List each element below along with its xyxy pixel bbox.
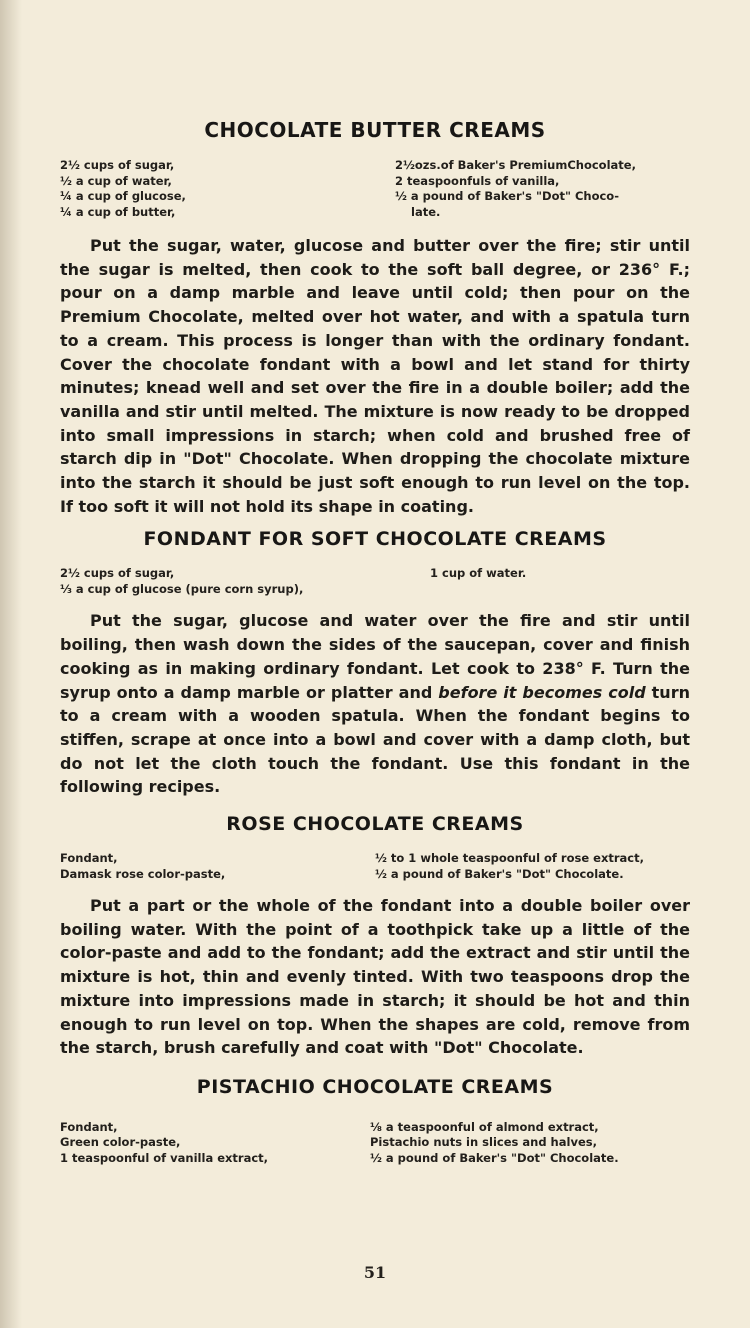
ingredients-chocolate-butter-creams <box>60 158 690 220</box>
instructions-chocolate-butter-creams: Put the sugar, water, glucose and butter over the fire; stir until the sugar is melted, then cook to the soft ball degree, or 236° F.; pour on a damp marble and leave until cold; then pour on the Premium Chocolate, melted over hot water, and with a spatula turn to a cream. This process is longer than with the ordinary fondant. Cover the chocolate fondant with a bowl and let stand for thirty minutes; knead well and set over the fire in a double boiler; add the vanilla and stir until melted. The mixture is now ready to be dropped into small impressions in starch; when cold and brushed free of starch dip in "Dot" Chocolate. When dropping the chocolate mixture into the starch it should be just soft enough to run level on the top. If too soft it will not hold its shape in coating. <box>60 236 690 516</box>
instructions-italic-text: before it becomes cold <box>438 682 646 702</box>
ingredient-line: ⅛ a teaspoonful of almond extract, <box>370 1119 599 1134</box>
ingredients-pistachio-chocolate-creams <box>60 1120 690 1167</box>
ingredients-left-column <box>60 851 225 882</box>
ingredients-left-column <box>60 1120 268 1167</box>
ingredient-line: late. <box>395 204 441 219</box>
ingredient-line: ⅓ a cup of glucose (pure corn syrup), <box>60 581 304 596</box>
ingredients-fondant-soft-chocolate-creams <box>60 566 690 597</box>
ingredient-line: Fondant, <box>60 1119 118 1134</box>
ingredient-line: 2 teaspoonfuls of vanilla, <box>395 173 560 188</box>
page-edge-shadow <box>0 0 22 1328</box>
ingredients-right-column <box>430 566 690 597</box>
instructions-fondant-soft-chocolate-creams <box>60 609 690 799</box>
ingredient-line: ½ to 1 whole teaspoonful of rose extract, <box>375 851 644 866</box>
ingredient-line: Pistachio nuts in slices and halves, <box>370 1135 597 1150</box>
ingredient-line: 1 cup of water. <box>430 566 527 581</box>
ingredient-line: ½ a cup of water, <box>60 173 172 188</box>
ingredient-line: Damask rose color-paste, <box>60 866 226 881</box>
instructions-text: turn to a cream with a wooden spatula. When the fondant begins to stiffen, scrape at once into a bowl and cover with a damp cloth, but do not let the cloth touch the fondant. Use this fondant in the following recipes. <box>60 682 690 797</box>
section-title-pistachio-chocolate-creams: PISTACHIO CHOCOLATE CREAMS <box>196 1075 554 1098</box>
ingredient-line: ½ a pound of Baker's "Dot" Choco- <box>395 189 619 203</box>
ingredient-line: 2½ozs.of Baker's PremiumChocolate, <box>395 158 636 172</box>
ingredient-line: ½ a pound of Baker's "Dot" Chocolate. <box>370 1150 619 1165</box>
ingredient-line: ½ a pound of Baker's "Dot" Chocolate. <box>375 866 624 881</box>
ingredients-right-column <box>395 158 690 220</box>
ingredient-line: Fondant, <box>60 851 118 866</box>
ingredients-right-column <box>370 1120 690 1167</box>
ingredients-right-column <box>375 851 690 882</box>
page-content <box>60 118 690 1166</box>
ingredient-line: 2½ cups of sugar, <box>60 158 175 172</box>
ingredients-left-column <box>60 566 303 597</box>
ingredient-line: ¼ a cup of butter, <box>60 204 176 219</box>
ingredient-line: 2½ cups of sugar, <box>60 566 175 581</box>
ingredients-left-column <box>60 158 186 220</box>
instructions-text: Put the sugar, glucose and water over the fire and stir until boiling, then wash down the sides of the saucepan, cover and finish cooking as in making ordinary fondant. Let cook to 238° F. Turn the syrup onto a damp marble or platter and <box>60 611 690 702</box>
section-title-rose-chocolate-creams: ROSE CHOCOLATE CREAMS <box>226 813 524 836</box>
section-title-chocolate-butter-creams: CHOCOLATE BUTTER CREAMS <box>204 118 546 142</box>
ingredient-line: 1 teaspoonful of vanilla extract, <box>60 1150 269 1165</box>
page-number: 51 <box>363 1263 387 1282</box>
ingredient-line: ¼ a cup of glucose, <box>60 189 186 203</box>
ingredients-rose-chocolate-creams <box>60 851 690 882</box>
ingredient-line: Green color-paste, <box>60 1135 181 1150</box>
instructions-rose-chocolate-creams: Put a part or the whole of the fondant into a double boiler over boiling water. With the point of a toothpick take up a little of the color-paste and add to the fondant; add the extract and stir until the mixture is hot, thin and evenly tinted. With two teaspoons drop the mixture into impressions made in starch; it should be hot and thin enough to run level on top. When the shapes are cold, remove from the starch, brush carefully and coat with "Dot" Chocolate. <box>60 896 690 1058</box>
section-title-fondant-soft-chocolate-creams: FONDANT FOR SOFT CHOCOLATE CREAMS <box>143 528 607 551</box>
